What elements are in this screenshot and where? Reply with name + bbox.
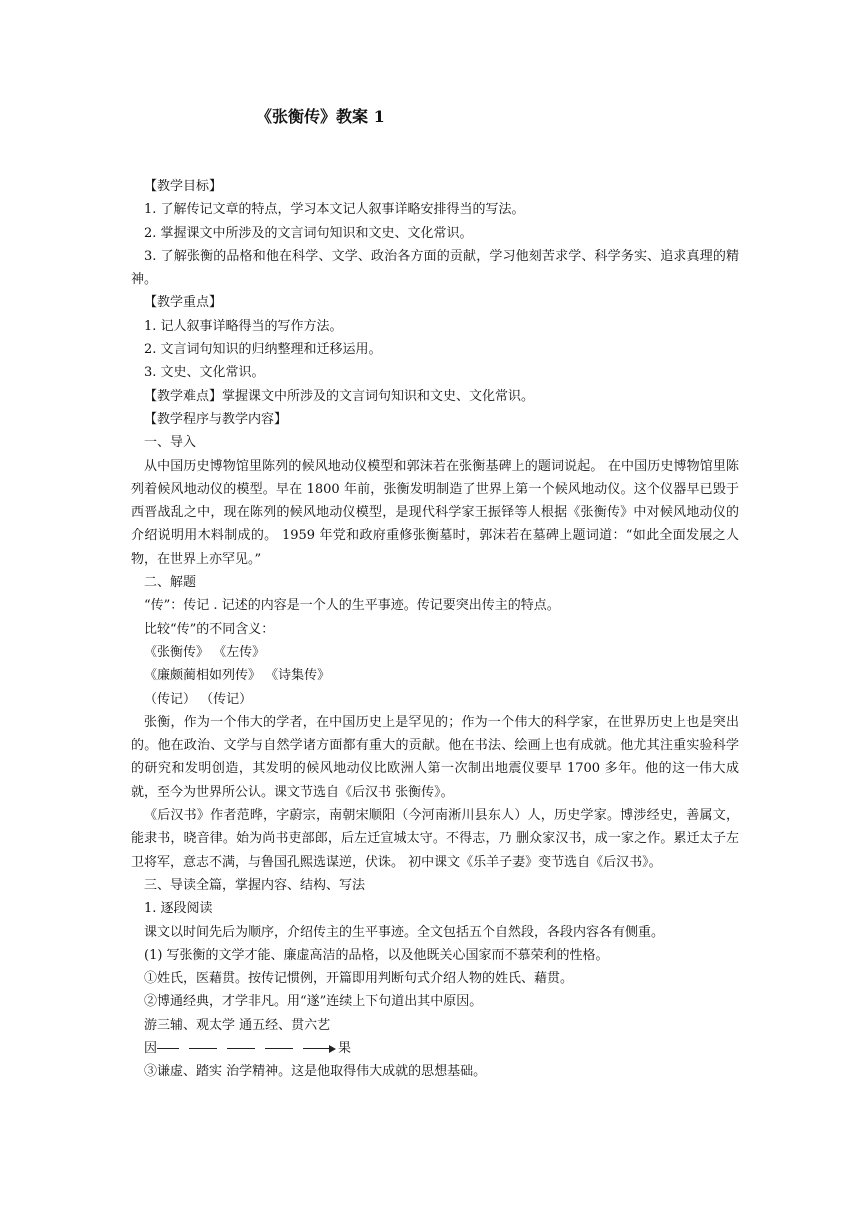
paragraph: ①姓氏，医藉贯。按传记惯例，开篇即用判断句式介绍人物的姓氏、藉贯。 <box>144 971 574 987</box>
paragraph: 1. 记人叙事详略得当的写作方法。 <box>144 318 343 334</box>
paragraph: 【教学重点】 <box>144 295 223 311</box>
paragraph: 《后汉书》作者范晔，字蔚宗，南朝宋顺阳（今河南淅川县东人）人，历史学家。博涉经史，善属文，能隶书，晓音律。始为尚书吏部郎，后左迁宣城太守。不得志，乃 删众家汉书，成一家之作。累迁太子左卫将军，意志不满，与鲁国孔熙选谋逆，伏诛。 初中课文《乐羊子妻》变节选自《后汉书》。 <box>131 808 739 870</box>
cause-label: 因 <box>144 1040 158 1056</box>
connector-line <box>189 1048 217 1049</box>
paragraph: 《张衡传》 《左传》 <box>144 644 266 660</box>
document-title: 《张衡传》教案 1 <box>256 107 385 126</box>
paragraph: 课文以时间先后为顺序，介绍传主的生平事迹。全文包括五个自然段，各段内容各有侧重。 <box>144 924 665 940</box>
document-body <box>131 175 739 1084</box>
cause-effect-diagram <box>131 1037 739 1060</box>
paragraph: 3. 了解张衡的品格和他在科学、文学、政治各方面的贡献，学习他刻苦求学、科学务实、追求真理的精神。 <box>131 248 739 288</box>
paragraph: 一、导入 <box>144 435 197 451</box>
paragraph: 3. 文史、文化常识。 <box>144 365 265 381</box>
paragraph: ③谦虚、踏实 治学精神。这是他取得伟大成就的思想基础。 <box>144 1064 487 1080</box>
paragraph: 三、导读全篇，掌握内容、结构、写法 <box>144 877 366 893</box>
paragraph: 比较“传”的不同含义： <box>144 621 275 637</box>
connector-line <box>157 1048 179 1049</box>
paragraph: 【教学程序与教学内容】 <box>144 411 288 427</box>
paragraph: ②博通经典，才学非凡。用“遂”连续上下句道出其中原因。 <box>144 994 483 1010</box>
paragraph: 2. 文言词句知识的归纳整理和迁移运用。 <box>144 342 382 358</box>
paragraph: 二、解题 <box>144 575 197 591</box>
paragraph: 1. 了解传记文章的特点，学习本文记人叙事详略安排得当的写法。 <box>144 202 525 218</box>
connector-line <box>265 1048 293 1049</box>
paragraph: 张衡，作为一个伟大的学者，在中国历史上是罕见的；作为一个伟大的科学家，在世界历史上也是突出的。他在政治、文学与自然学诸方面都有重大的贡献。他在书法、绘画上也有成就。他尤其注重实验科学的研究和发明创造，其发明的候风地动仪比欧洲人第一次制出地震仪要早 1700 多年。他的这一伟大成就，至今为世界所公认。课文节选自《后汉书 张衡传》。 <box>131 714 739 800</box>
connector-line <box>227 1048 255 1049</box>
paragraph: 从中国历史博物馆里陈列的候风地动仪模型和郭沫若在张衡基碑上的题词说起。 在中国历史博物馆里陈列着候风地动仪的模型。早在 1800 年前，张衡发明制造了世界上第一个候风地动仪。这个仪器早已毁于西晋战乱之中，现在陈列的候风地动仪模型，是现代科学家王振铎等人根据《张衡传》中对候风地动仪的介绍说明用木料制成的。 1959 年党和政府重修张衡墓时，郭沫若在墓碑上题词道：“如此全面发展之人物，在世界上亦罕见。” <box>131 458 739 567</box>
paragraph: 【教学目标】 <box>144 179 223 194</box>
paragraph: 1. 逐段阅读 <box>144 901 213 917</box>
connector-line <box>303 1048 329 1049</box>
paragraph: “传”：传记 . 记述的内容是一个人的生平事迹。传记要突出传主的特点。 <box>144 598 560 614</box>
effect-label: 果 <box>338 1040 352 1056</box>
paragraph: 【教学难点】掌握课文中所涉及的文言词句知识和文史、文化常识。 <box>144 388 535 404</box>
paragraph: 游三辅、观太学 通五经、贯六艺 <box>144 1017 331 1033</box>
paragraph: (1) 写张衡的文学才能、廉虚高洁的品格，以及他既关心国家而不慕荣利的性格。 <box>144 947 609 963</box>
paragraph: （传记） （传记） <box>144 691 253 707</box>
arrow-head-icon <box>329 1045 336 1053</box>
paragraph: 《廉颇蔺相如列传》 《诗集传》 <box>144 668 331 684</box>
paragraph: 2. 掌握课文中所涉及的文言词句知识和文史、文化常识。 <box>144 225 473 241</box>
